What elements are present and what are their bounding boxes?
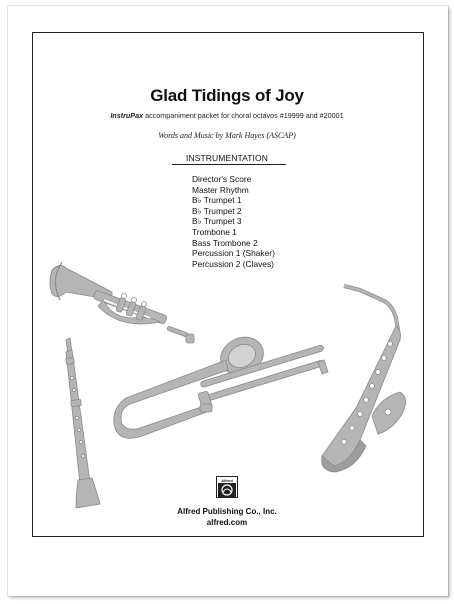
clarinet-icon xyxy=(66,338,100,508)
list-item: B♭ Trumpet 2 xyxy=(192,205,242,216)
alfred-logo xyxy=(216,476,238,498)
publisher-name: Alfred Publishing Co., Inc. xyxy=(177,507,277,516)
list-item: B♭ Trumpet 1 xyxy=(192,195,242,206)
publisher-url: alfred.com xyxy=(206,518,248,527)
subtitle-description: accompaniment packet for choral octavos #19999 and #20001 xyxy=(145,111,344,120)
list-item: Trombone 1 xyxy=(192,226,237,237)
credits: Words and Music by Mark Hayes (ASCAP) xyxy=(158,131,296,140)
trombone-icon xyxy=(114,330,328,438)
alfred-logo-text: Alfred xyxy=(221,478,233,483)
product-name: InstruPax xyxy=(110,111,144,120)
list-item: Master Rhythm xyxy=(192,184,249,195)
list-item: Director's Score xyxy=(192,174,252,184)
page-title: Glad Tidings of Joy xyxy=(150,86,304,105)
list-item: Percussion 2 (Claves) xyxy=(192,258,274,269)
saxophone-icon xyxy=(322,286,406,472)
list-item: B♭ Trumpet 3 xyxy=(192,216,242,227)
list-item: Percussion 1 (Shaker) xyxy=(192,248,275,259)
trumpet-icon xyxy=(50,262,194,343)
instrumentation-heading: INSTRUMENTATION xyxy=(186,153,268,163)
list-item: Bass Trombone 2 xyxy=(192,237,258,248)
alfred-emblem-icon xyxy=(217,483,237,497)
